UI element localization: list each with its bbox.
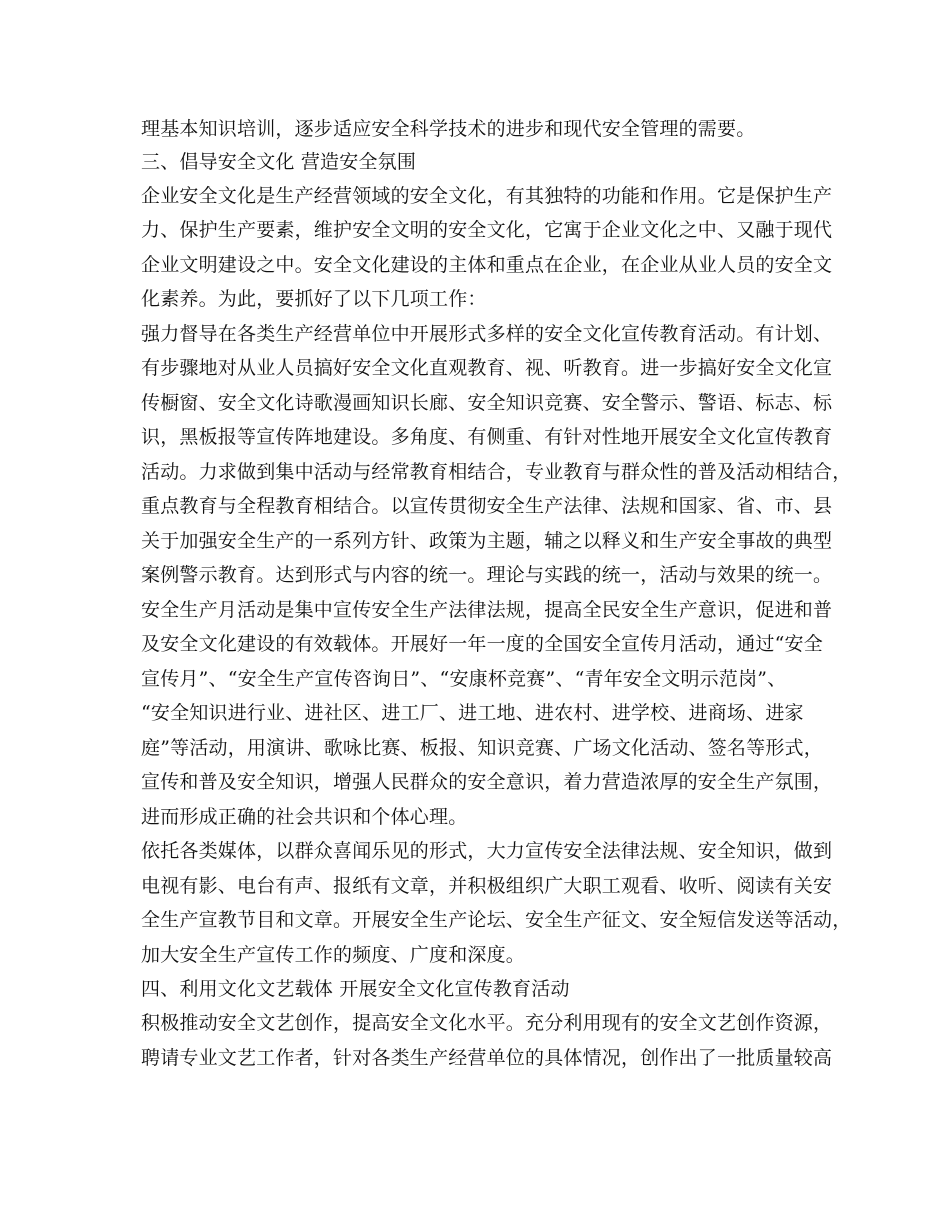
text-line: 安全生产月活动是集中宣传安全生产法律法规，提高全民安全生产意识，促进和普 [141, 599, 833, 621]
text-line: 宣传和普及安全知识，增强人民群众的安全意识，着力营造浓厚的安全生产氛围， [141, 771, 833, 793]
text-line: 理基本知识培训，逐步适应安全科学技术的进步和现代安全管理的需要。 [141, 118, 756, 140]
text-line: 积极推动安全文艺创作，提高安全文化水平。充分利用现有的安全文艺创作资源， [141, 1012, 833, 1034]
text-line: 力、保护生产要素，维护安全文明的安全文化，它寓于企业文化之中、又融于现代 [141, 219, 833, 241]
text-line: 进而形成正确的社会共识和个体心理。 [141, 806, 468, 828]
text-line: 识，黑板报等宣传阵地建设。多角度、有侧重、有针对性地开展安全文化宣传教育 [141, 426, 833, 448]
section-heading: 三、倡导安全文化 营造安全氛围 [141, 151, 417, 173]
text-line: 活动。力求做到集中活动与经常教育相结合，专业教育与群众性的普及活动相结合， [141, 461, 852, 483]
text-line: 案例警示教育。达到形式与内容的统一。理论与实践的统一，活动与效果的统一。 [141, 564, 833, 586]
text-line: 电视有影、电台有声、报纸有文章，并积极组织广大职工观看、收听、阅读有关安 [141, 875, 833, 897]
text-line: 关于加强安全生产的一系列方针、政策为主题，辅之以释义和生产安全事故的典型 [141, 530, 833, 552]
text-line: 有步骤地对从业人员搞好安全文化直观教育、视、听教育。进一步搞好安全文化宣 [141, 357, 833, 379]
text-line: 依托各类媒体，以群众喜闻乐见的形式，大力宣传安全法律法规、安全知识，做到 [141, 840, 833, 862]
text-line: 重点教育与全程教育相结合。以宣传贯彻安全生产法律、法规和国家、省、市、县 [141, 495, 833, 517]
text-line: 全生产宣教节目和文章。开展安全生产论坛、安全生产征文、安全短信发送等活动， [141, 909, 852, 931]
text-line: 及安全文化建设的有效载体。开展好一年一度的全国安全宣传月活动，通过“安全 [141, 633, 823, 655]
text-line: 聘请专业文艺工作者，针对各类生产经营单位的具体情况，创作出了一批质量较高 [141, 1047, 833, 1069]
text-line: “安全知识进行业、进社区、进工厂、进工地、进农村、进学校、进商场、进家 [141, 702, 804, 724]
text-line: 企业安全文化是生产经营领域的安全文化，有其独特的功能和作用。它是保护生产 [141, 185, 833, 207]
text-line: 化素养。为此，要抓好了以下几项工作： [141, 288, 487, 310]
text-line: 企业文明建设之中。安全文化建设的主体和重点在企业，在企业从业人员的安全文 [141, 254, 833, 276]
text-line: 加大安全生产宣传工作的频度、广度和深度。 [141, 944, 526, 966]
text-line: 宣传月”、“安全生产宣传咨询日”、“安康杯竞赛”、“青年安全文明示范岗”、 [141, 668, 787, 690]
text-line: 强力督导在各类生产经营单位中开展形式多样的安全文化宣传教育活动。有计划、 [141, 323, 833, 345]
text-line: 庭”等活动，用演讲、歌咏比赛、板报、知识竞赛、广场文化活动、签名等形式， [141, 737, 823, 759]
section-heading: 四、利用文化文艺载体 开展安全文化宣传教育活动 [141, 978, 570, 1000]
text-line: 传橱窗、安全文化诗歌漫画知识长廊、安全知识竞赛、安全警示、警语、标志、标 [141, 392, 833, 414]
